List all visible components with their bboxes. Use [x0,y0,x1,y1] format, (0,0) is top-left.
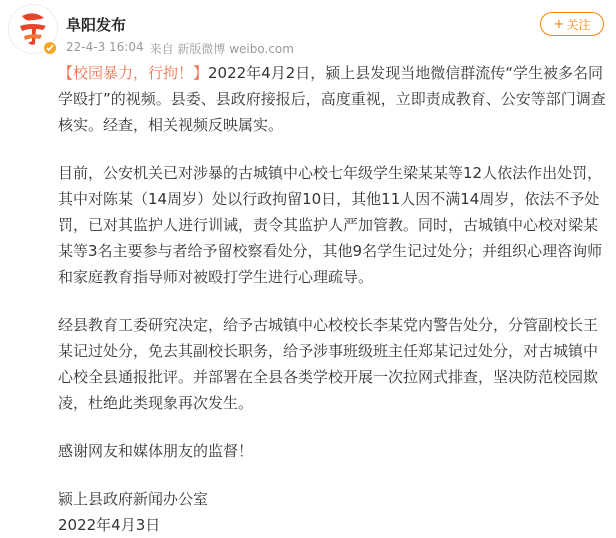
account-name[interactable]: 阜阳发布 [66,16,127,34]
post-paragraph-1-body: 2022年4月2日，颍上县发现当地微信群流传“学生被多名同学殴打”的视频。县委、县政府接报后，高度重视，立即责成教育、公安等部门调查核实。经查，相关视频反映属实。 [58,64,606,134]
post-meta [66,40,294,57]
post-hashtag[interactable]: 【校园暴力，行拘！】 [58,64,209,82]
post-date: 2022年4月3日 [58,516,161,534]
post-signature: 颍上县政府新闻办公室 [58,490,209,508]
post-time[interactable]: 22-4-3 16:04 [66,40,144,54]
plus-icon: + [553,16,565,32]
verified-badge-icon [42,40,58,56]
post-paragraph-2: 目前，公安机关已对涉暴的古城镇中心校七年级学生梁某某等12人依法作出处罚，其中对陈某（14周岁）处以行政拘留10日，其他11人因不满14周岁，依法不予处罚，已对其监护人进行训诫，责令其监护人严加管教。同时，古城镇中心校对梁某某等3名主要参与者给予留校察看处分，其他9名学生记过处分；并组织心理咨询师和家庭教育指导师对被殴打学生进行心理疏导。 [58,164,603,286]
post-paragraph-4: 感谢网友和媒体朋友的监督！ [58,442,254,460]
post-content [58,60,606,538]
follow-button[interactable] [540,12,604,36]
follow-button-label: 关注 [566,17,591,32]
post-source[interactable]: 来自 新版微博 weibo.com [149,42,294,56]
post-paragraph-3: 经县教育工委研究决定，给予古城镇中心校校长李某党内警告处分，分管副校长王某记过处分，免去其副校长职务，给予涉事班级班主任郑某记过处分，对古城镇中心校全县通报批评。并部署在全县各类学校开展一次拉网式排查，坚决防范校园欺凌，杜绝此类现象再次发生。 [58,316,599,412]
post-paragraph-1 [58,60,606,138]
